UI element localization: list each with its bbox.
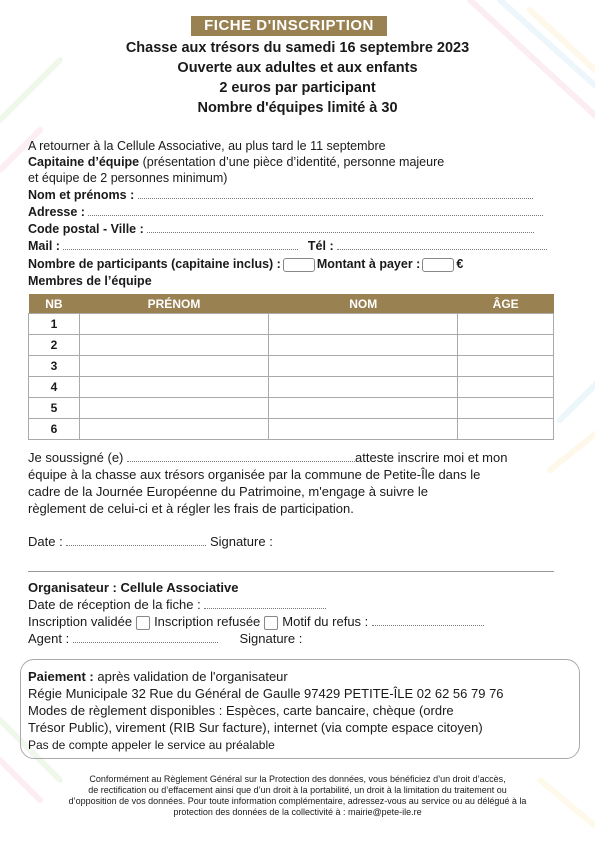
refused-checkbox[interactable]: [264, 616, 278, 630]
payment-methods-2: Trésor Public), virement (RIB Sur facture), internet (via compte espace citoyen): [28, 720, 483, 735]
tel-field[interactable]: [337, 239, 547, 250]
row-number: 1: [29, 314, 80, 335]
agent-row: [28, 631, 302, 646]
organizer-label: Organisateur : Cellule Associative: [28, 580, 239, 595]
postal-field[interactable]: [147, 222, 534, 233]
footer-line-2: de rectification ou d’effacement ainsi que d’un droit à la portabilité, un droit à la limitation du traitement ou: [88, 785, 507, 795]
table-row: [29, 335, 554, 356]
status-row: [28, 614, 484, 630]
date-signature-row: [28, 534, 273, 549]
reception-date-field[interactable]: [204, 598, 326, 609]
address-row: [28, 205, 543, 220]
name-row: [28, 188, 533, 203]
captain-label: Capitaine d’équipe: [28, 155, 140, 169]
organizer-title: [28, 580, 238, 595]
postal-row: [28, 222, 534, 237]
footer-line-4: protection des données de la collectivité à : mairie@pete-ile.re: [173, 807, 422, 817]
postal-label: Code postal - Ville :: [28, 222, 144, 236]
amount-label: Montant à payer :: [316, 257, 421, 271]
table-row: [29, 419, 554, 440]
date-label: Date :: [28, 534, 63, 549]
declaration-start: Je soussigné (e): [28, 450, 124, 465]
event-title: Chasse aux trésors du samedi 16 septembre 2023: [125, 40, 470, 56]
members-table: [28, 294, 554, 440]
declaration-line-4: règlement de celui-ci et à régler les frais de participation.: [28, 501, 354, 516]
validated-checkbox[interactable]: [136, 616, 150, 630]
reception-row: [28, 597, 326, 612]
reason-label: Motif du refus :: [282, 614, 369, 629]
payment-condition: après validation de l'organisateur: [93, 669, 288, 684]
event-audience: Ouverte aux adultes et aux enfants: [177, 60, 418, 76]
footer-line-1: Conformément au Règlement Général sur la Protection des données, vous bénéficiez d’un droit d’accès,: [89, 774, 506, 784]
nom-cell[interactable]: [269, 356, 458, 377]
age-cell[interactable]: [458, 377, 554, 398]
amount-input[interactable]: [422, 258, 454, 272]
name-field[interactable]: [138, 188, 533, 199]
currency-symbol: €: [456, 257, 464, 271]
col-header-age: ÂGE: [458, 294, 554, 314]
col-header-nb: NB: [29, 294, 80, 314]
table-row: [29, 398, 554, 419]
nom-cell[interactable]: [269, 398, 458, 419]
table-row: [29, 377, 554, 398]
payment-note: Pas de compte appeler le service au préalable: [28, 738, 275, 752]
prenom-cell[interactable]: [79, 419, 268, 440]
table-header-row: [29, 294, 554, 314]
form-title-badge: FICHE D'INSCRIPTION: [191, 16, 387, 36]
gdpr-footer: [20, 774, 575, 818]
age-cell[interactable]: [458, 314, 554, 335]
payment-title: [28, 669, 288, 685]
return-note: A retourner à la Cellule Associative, au plus tard le 11 septembre: [28, 139, 386, 153]
declaration: [28, 449, 558, 517]
row-number: 2: [29, 335, 80, 356]
payment-methods-1: Modes de règlement disponibles : Espèces, carte bancaire, chèque (ordre: [28, 703, 454, 718]
name-label: Nom et prénoms :: [28, 188, 135, 202]
declaration-line-2: équipe à la chasse aux trésors organisée par la commune de Petite-Île dans le: [28, 467, 481, 482]
mail-label: Mail :: [28, 239, 60, 253]
col-header-nom: NOM: [269, 294, 458, 314]
row-number: 5: [29, 398, 80, 419]
declaration-line-3: cadre de la Journée Européenne du Patrimoine, m'engage à suivre le: [28, 484, 428, 499]
nom-cell[interactable]: [269, 314, 458, 335]
nom-cell[interactable]: [269, 419, 458, 440]
captain-note: (présentation d’une pièce d’identité, personne majeure: [139, 155, 445, 169]
captain-note-2: et équipe de 2 personnes minimum): [28, 171, 228, 185]
participants-input[interactable]: [283, 258, 315, 272]
age-cell[interactable]: [458, 419, 554, 440]
event-team-limit: Nombre d'équipes limité à 30: [197, 100, 398, 116]
date-field[interactable]: [66, 535, 206, 546]
reason-field[interactable]: [372, 615, 484, 626]
participants-row: [28, 257, 463, 272]
captain-line: [28, 155, 444, 170]
members-heading: [28, 274, 152, 289]
age-cell[interactable]: [458, 398, 554, 419]
address-label: Adresse :: [28, 205, 85, 219]
section-divider: [28, 571, 554, 572]
signature-label: Signature :: [209, 534, 273, 549]
validated-label: Inscription validée: [28, 614, 133, 629]
nom-cell[interactable]: [269, 377, 458, 398]
payment-address: Régie Municipale 32 Rue du Général de Gaulle 97429 PETITE-ÎLE 02 62 56 79 76: [28, 686, 504, 701]
signatory-name-field[interactable]: [127, 451, 355, 462]
prenom-cell[interactable]: [79, 314, 268, 335]
event-price: 2 euros par participant: [219, 80, 376, 96]
prenom-cell[interactable]: [79, 335, 268, 356]
row-number: 3: [29, 356, 80, 377]
row-number: 4: [29, 377, 80, 398]
nom-cell[interactable]: [269, 335, 458, 356]
col-header-prenom: PRÉNOM: [79, 294, 268, 314]
table-row: [29, 314, 554, 335]
prenom-cell[interactable]: [79, 377, 268, 398]
reception-label: Date de réception de la fiche :: [28, 597, 201, 612]
payment-label: Paiement :: [28, 669, 94, 684]
agent-field[interactable]: [73, 632, 218, 643]
contact-row: [28, 239, 547, 254]
agent-signature-label: Signature :: [239, 631, 303, 646]
members-label: Membres de l’équipe: [28, 274, 152, 288]
address-field[interactable]: [88, 205, 543, 216]
row-number: 6: [29, 419, 80, 440]
refused-label: Inscription refusée: [154, 614, 261, 629]
declaration-line-1: [28, 449, 558, 466]
prenom-cell[interactable]: [79, 398, 268, 419]
mail-field[interactable]: [63, 239, 298, 250]
footer-line-3: d’opposition de vos données. Pour toute information complémentaire, adressez-vous au service ou au délégué à la: [68, 796, 527, 806]
agent-label: Agent :: [28, 631, 70, 646]
age-cell[interactable]: [458, 335, 554, 356]
participants-label: Nombre de participants (capitaine inclus) :: [28, 257, 281, 271]
age-cell[interactable]: [458, 356, 554, 377]
prenom-cell[interactable]: [79, 356, 268, 377]
tel-label: Tél :: [307, 239, 334, 253]
table-row: [29, 356, 554, 377]
declaration-end: atteste inscrire moi et mon: [355, 450, 508, 465]
